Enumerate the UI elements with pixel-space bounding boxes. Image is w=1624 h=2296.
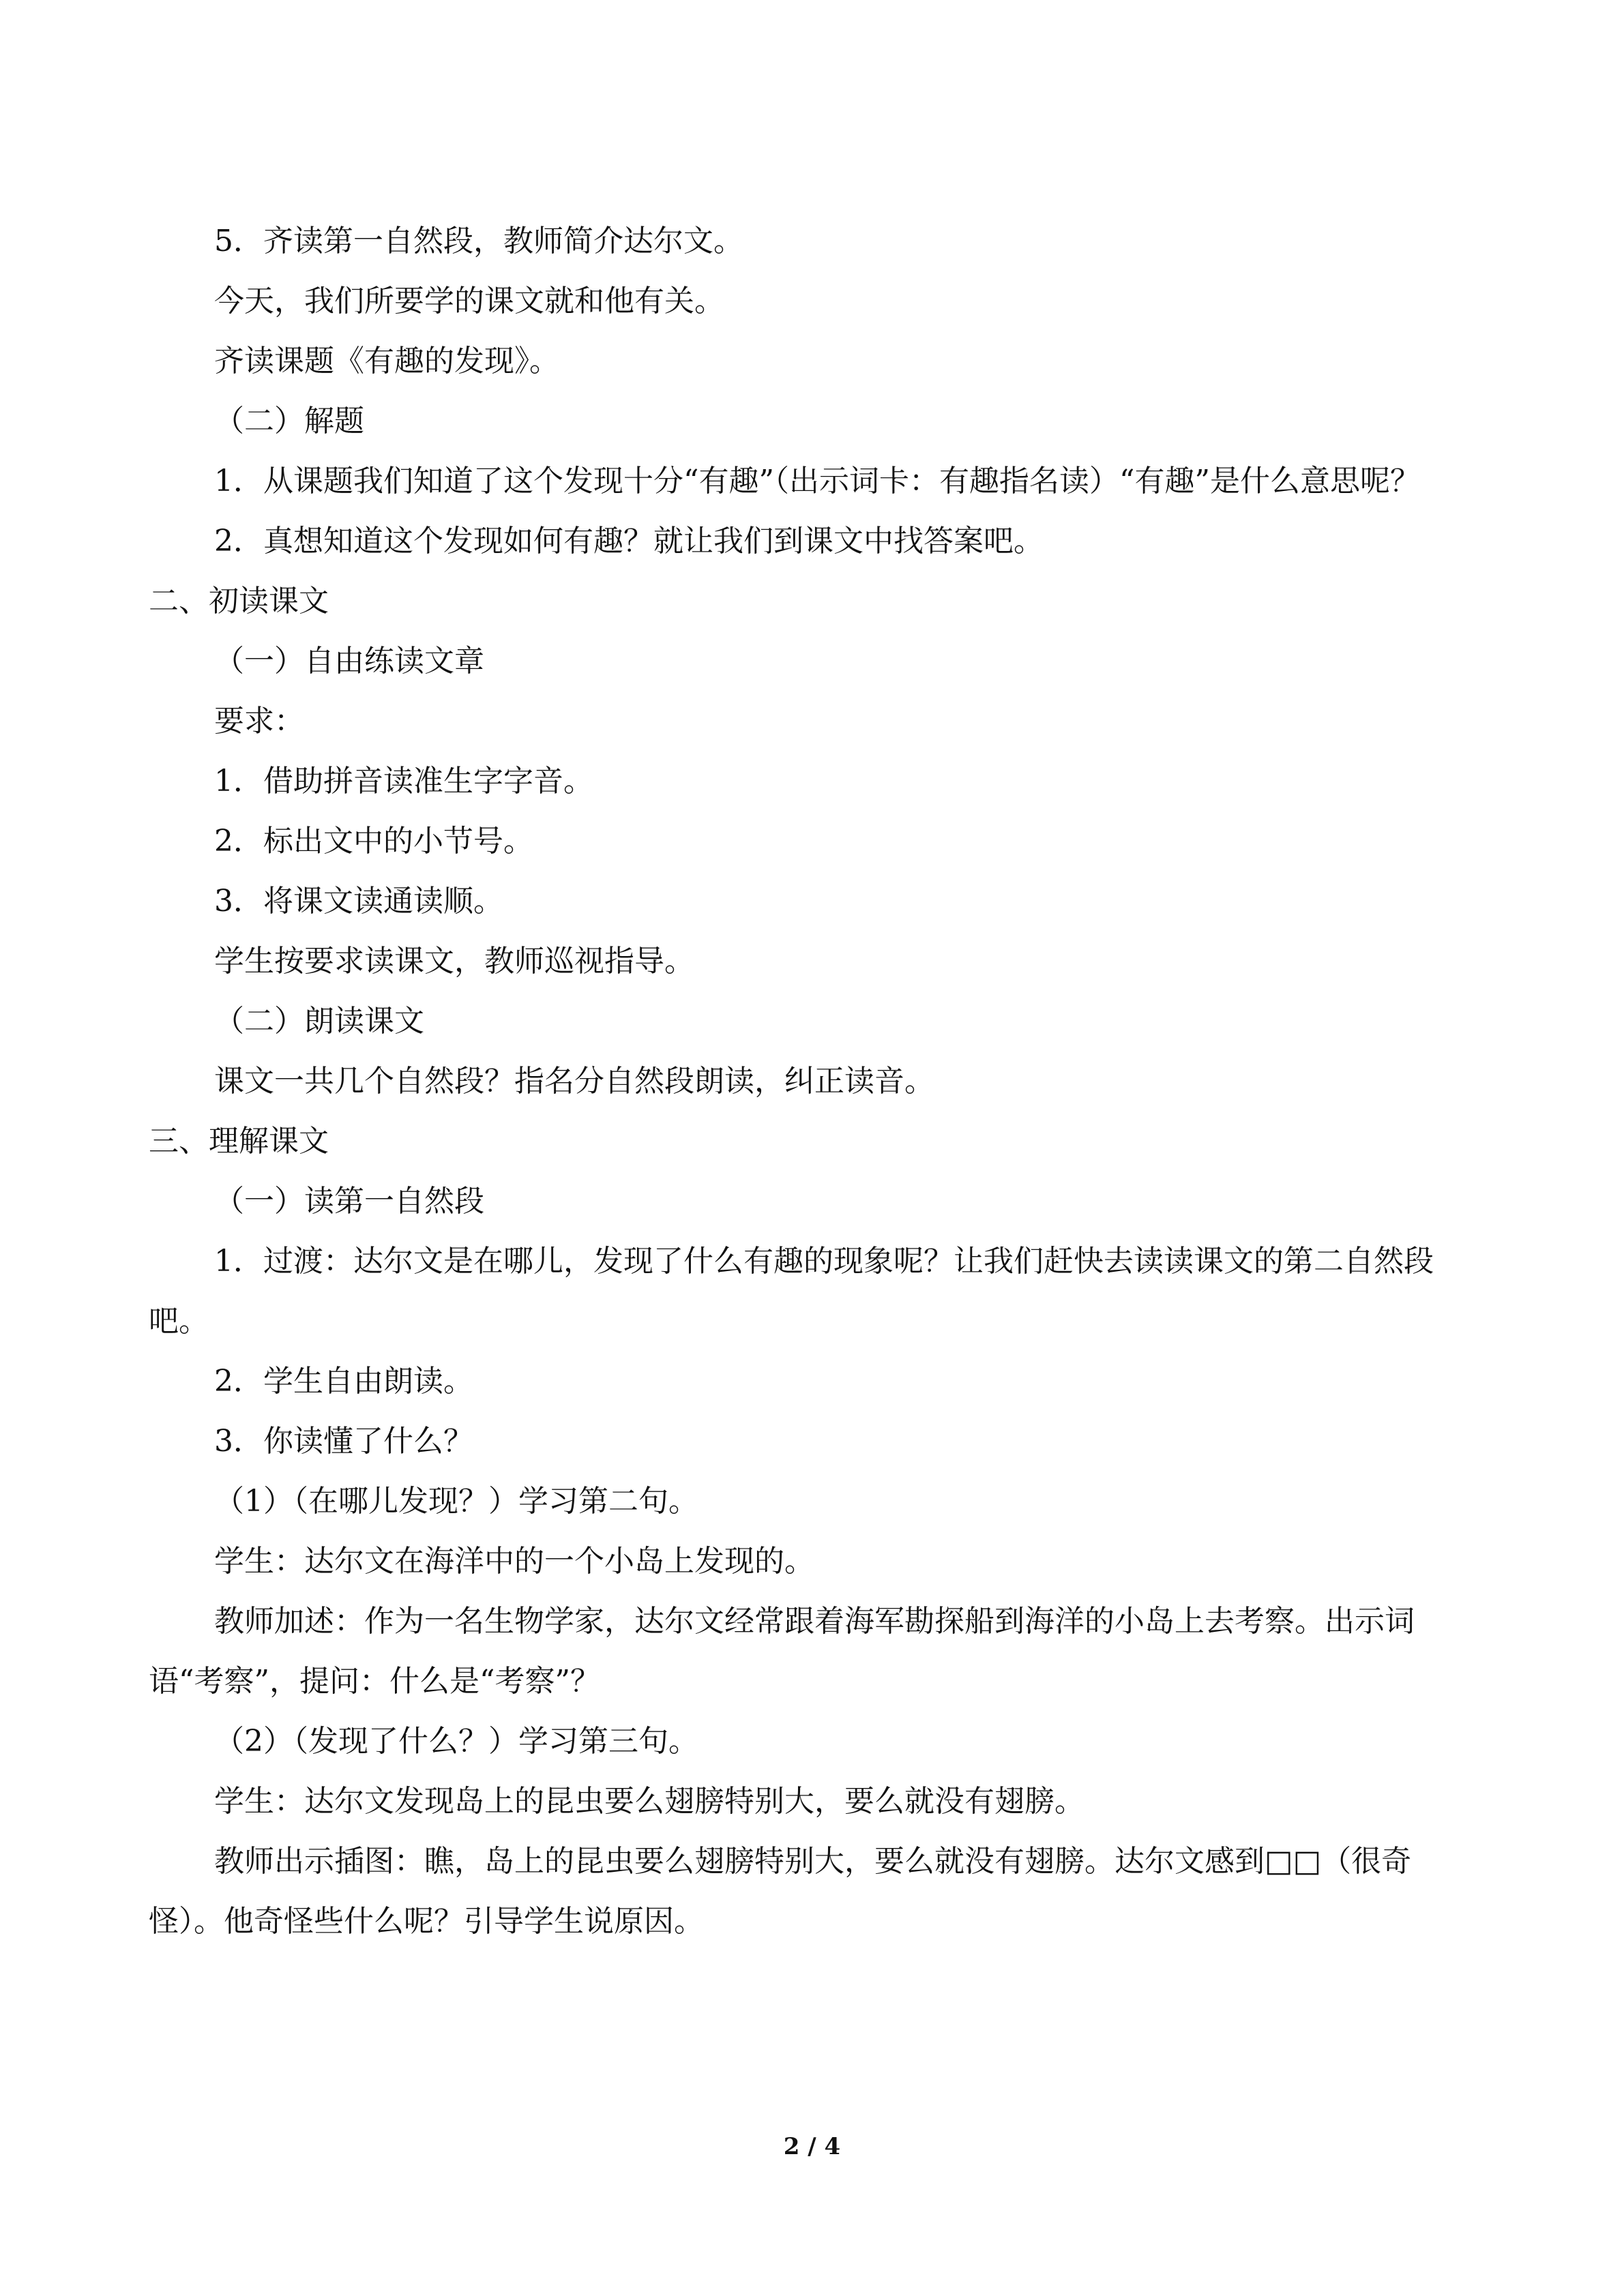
section-heading: 三、理解课文	[149, 1124, 329, 1159]
page-number: 2 / 4	[783, 2133, 841, 2160]
paragraph: 学生：达尔文发现岛上的昆虫要么翅膀特别大，要么就没有翅膀。	[214, 1784, 1084, 1819]
subheading: （1）（在哪儿发现？）学习第二句。	[214, 1484, 698, 1519]
section-heading: 二、初读课文	[149, 584, 329, 618]
list-item: 1．借助拼音读准生字字音。	[214, 764, 593, 799]
paragraph: 1．过渡：达尔文是在哪儿，发现了什么有趣的现象呢？让我们赶快去读读课文的第二自然段吧。	[149, 1244, 1434, 1339]
list-item: 3．你读懂了什么？	[214, 1424, 473, 1459]
paragraph: 齐读课题《有趣的发现》。	[214, 344, 559, 378]
paragraph: 今天，我们所要学的课文就和他有关。	[214, 284, 724, 318]
list-item: 2．标出文中的小节号。	[214, 824, 533, 859]
paragraph: 2．真想知道这个发现如何有趣？就让我们到课文中找答案吧。	[214, 524, 1044, 558]
paragraph: 学生：达尔文在海洋中的一个小岛上发现的。	[214, 1544, 814, 1579]
subheading: （二）解题	[214, 404, 364, 438]
subheading: （二）朗读课文	[214, 1004, 424, 1039]
subheading: （2）（发现了什么？）学习第三句。	[214, 1724, 698, 1759]
document-body	[149, 211, 1475, 1952]
subheading: （一）读第一自然段	[214, 1184, 484, 1219]
list-item: 2．学生自由朗读。	[214, 1364, 473, 1399]
paragraph: 课文一共几个自然段？指名分自然段朗读，纠正读音。	[214, 1064, 934, 1099]
subheading: （一）自由练读文章	[214, 644, 484, 679]
paragraph: 学生按要求读课文，教师巡视指导。	[214, 944, 694, 979]
paragraph: 5．齐读第一自然段，教师简介达尔文。	[214, 224, 743, 258]
paragraph: 要求：	[214, 704, 304, 739]
list-item: 3．将课文读通读顺。	[214, 884, 503, 919]
paragraph: 教师出示插图：瞧，岛上的昆虫要么翅膀特别大，要么就没有翅膀。达尔文感到□□（很奇怪）。他奇怪些什么呢？引导学生说原因。	[149, 1844, 1412, 1939]
paragraph: 1．从课题我们知道了这个发现十分“有趣”（出示词卡：有趣指名读）“有趣”是什么意思呢？	[214, 464, 1420, 498]
paragraph: 教师加述：作为一名生物学家，达尔文经常跟着海军勘探船到海洋的小岛上去考察。出示词语“考察”，提问：什么是“考察”？	[149, 1604, 1415, 1699]
